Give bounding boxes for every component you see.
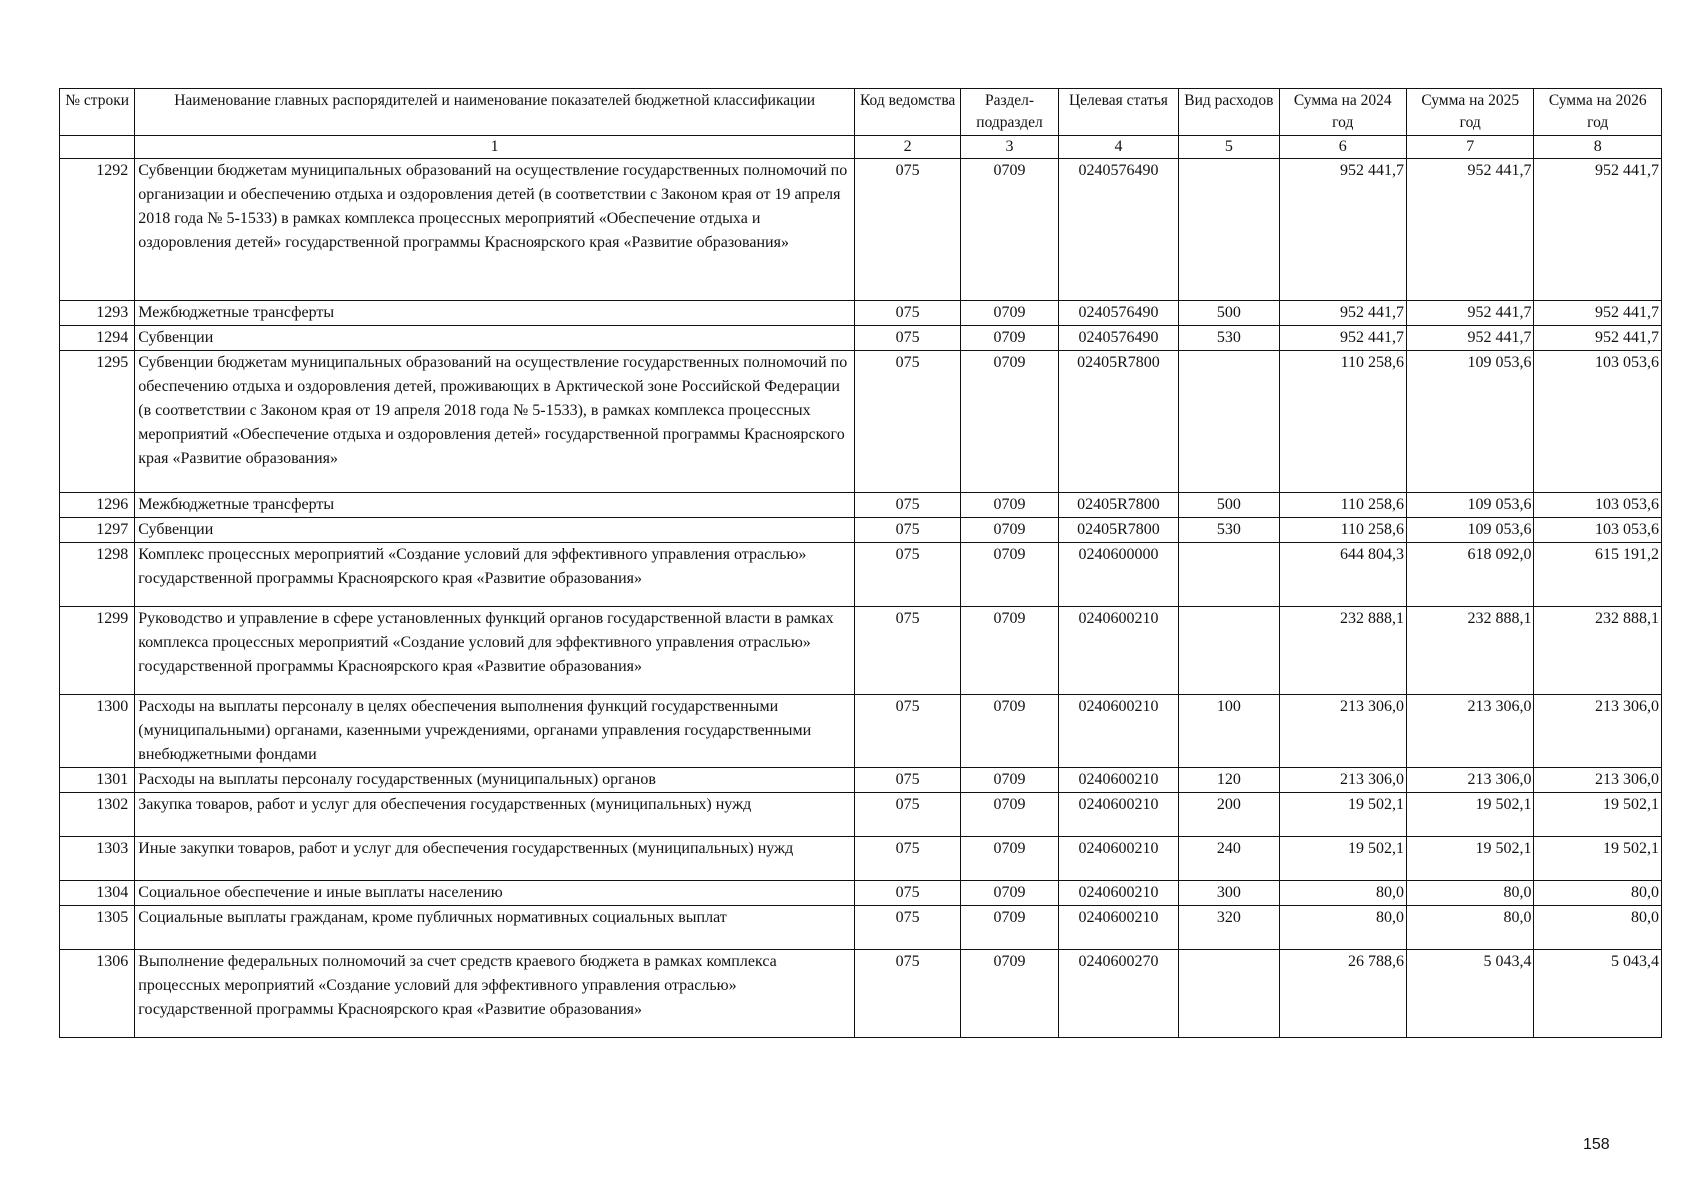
department-code: 075 [854,881,960,906]
expense-type: 530 [1179,518,1279,543]
department-code: 075 [854,607,960,695]
row-number: 1301 [60,768,135,793]
sum-2024: 952 441,7 [1279,159,1406,301]
header-name: Наименование главных распорядителей и наименование показателей бюджетной классификации [135,89,855,136]
row-name: Субвенции [135,518,855,543]
row-number: 1302 [60,793,135,837]
sum-2025: 19 502,1 [1407,793,1534,837]
header-target-article: Целевая статья [1058,89,1178,136]
section-code: 0709 [961,837,1058,881]
column-number: 5 [1179,136,1279,159]
sum-2026: 103 053,6 [1534,351,1662,493]
sum-2026: 5 043,4 [1534,950,1662,1038]
department-code: 075 [854,351,960,493]
target-article: 0240576490 [1058,159,1178,301]
sum-2024: 26 788,6 [1279,950,1406,1038]
table-row [60,518,1662,543]
department-code: 075 [854,326,960,351]
header-sum-2024: Сумма на 2024 год [1279,89,1406,136]
sum-2024: 110 258,6 [1279,518,1406,543]
sum-2024: 110 258,6 [1279,351,1406,493]
target-article: 0240576490 [1058,326,1178,351]
target-article: 0240600000 [1058,543,1178,607]
row-number: 1293 [60,301,135,326]
table-row [60,301,1662,326]
header-row-number: № строки [60,89,135,136]
column-number: 3 [961,136,1058,159]
table-row [60,906,1662,950]
sum-2025: 80,0 [1407,881,1534,906]
row-name: Межбюджетные трансферты [135,301,855,326]
expense-type: 200 [1179,793,1279,837]
target-article: 02405R7800 [1058,518,1178,543]
sum-2025: 5 043,4 [1407,950,1534,1038]
expense-type: 500 [1179,301,1279,326]
row-name: Расходы на выплаты персоналу государственных (муниципальных) органов [135,768,855,793]
expense-type: 300 [1179,881,1279,906]
sum-2024: 80,0 [1279,881,1406,906]
row-number: 1299 [60,607,135,695]
header-row [60,89,1662,136]
table-row [60,695,1662,768]
table-row [60,607,1662,695]
sum-2026: 213 306,0 [1534,768,1662,793]
sum-2025: 109 053,6 [1407,518,1534,543]
sum-2025: 618 092,0 [1407,543,1534,607]
column-number: 1 [135,136,855,159]
sum-2026: 103 053,6 [1534,493,1662,518]
section-code: 0709 [961,607,1058,695]
expense-type [1179,159,1279,301]
department-code: 075 [854,301,960,326]
section-code: 0709 [961,950,1058,1038]
section-code: 0709 [961,518,1058,543]
table-row [60,543,1662,607]
budget-table [59,88,1662,1038]
department-code: 075 [854,906,960,950]
sum-2024: 232 888,1 [1279,607,1406,695]
sum-2025: 109 053,6 [1407,351,1534,493]
expense-type [1179,607,1279,695]
department-code: 075 [854,543,960,607]
row-number: 1300 [60,695,135,768]
table-row [60,351,1662,493]
table-body [60,159,1662,1038]
section-code: 0709 [961,768,1058,793]
department-code: 075 [854,493,960,518]
table-row [60,793,1662,837]
column-number: 2 [854,136,960,159]
row-name: Субвенции бюджетам муниципальных образований на осуществление государственных полномочий по обеспечению отдыха и оздоровления детей, проживающих в Арктической зоне Российской Федерации (в соответствии с Законом края от 19 апреля 2018 года № 5-1533), в рамках комплекса процессных мероприятий «Обеспечение отдыха и оздоровления детей» государственной программы Красноярского края «Развитие образования» [135,351,855,493]
table-row [60,881,1662,906]
header-expense-type: Вид расходов [1179,89,1279,136]
target-article: 0240600210 [1058,837,1178,881]
row-number: 1296 [60,493,135,518]
expense-type: 530 [1179,326,1279,351]
department-code: 075 [854,837,960,881]
expense-type: 500 [1179,493,1279,518]
sum-2026: 952 441,7 [1534,301,1662,326]
header-section: Раздел-подраздел [961,89,1058,136]
header-sum-2025: Сумма на 2025 год [1407,89,1534,136]
sum-2025: 952 441,7 [1407,301,1534,326]
row-name: Иные закупки товаров, работ и услуг для обеспечения государственных (муниципальных) нужд [135,837,855,881]
column-number-row [60,136,1662,159]
row-name: Межбюджетные трансферты [135,493,855,518]
row-number: 1292 [60,159,135,301]
department-code: 075 [854,159,960,301]
section-code: 0709 [961,793,1058,837]
row-number: 1297 [60,518,135,543]
row-name: Комплекс процессных мероприятий «Создание условий для эффективного управления отраслью» государственной программы Красноярского края «Развитие образования» [135,543,855,607]
sum-2026: 19 502,1 [1534,837,1662,881]
sum-2026: 19 502,1 [1534,793,1662,837]
row-number: 1306 [60,950,135,1038]
target-article: 02405R7800 [1058,493,1178,518]
row-number: 1298 [60,543,135,607]
table-row [60,326,1662,351]
sum-2025: 109 053,6 [1407,493,1534,518]
sum-2025: 80,0 [1407,906,1534,950]
column-number [60,136,135,159]
section-code: 0709 [961,881,1058,906]
department-code: 075 [854,768,960,793]
section-code: 0709 [961,543,1058,607]
row-number: 1295 [60,351,135,493]
table-row [60,950,1662,1038]
row-name: Руководство и управление в сфере установленных функций органов государственной власти в рамках комплекса процессных мероприятий «Создание условий для эффективного управления отраслью» государственной программы Красноярского края «Развитие образования» [135,607,855,695]
target-article: 0240576490 [1058,301,1178,326]
expense-type [1179,351,1279,493]
target-article: 0240600210 [1058,768,1178,793]
sum-2024: 110 258,6 [1279,493,1406,518]
sum-2026: 103 053,6 [1534,518,1662,543]
row-name: Расходы на выплаты персоналу в целях обеспечения выполнения функций государственными (муниципальными) органами, казенными учреждениями, органами управления государственными внебюджетными фондами [135,695,855,768]
sum-2026: 952 441,7 [1534,326,1662,351]
row-name: Социальные выплаты гражданам, кроме публичных нормативных социальных выплат [135,906,855,950]
target-article: 0240600210 [1058,881,1178,906]
sum-2025: 213 306,0 [1407,768,1534,793]
column-number: 8 [1534,136,1662,159]
sum-2024: 644 804,3 [1279,543,1406,607]
expense-type [1179,543,1279,607]
column-number: 6 [1279,136,1406,159]
target-article: 0240600210 [1058,793,1178,837]
expense-type [1179,950,1279,1038]
sum-2024: 19 502,1 [1279,793,1406,837]
sum-2024: 952 441,7 [1279,326,1406,351]
column-number: 4 [1058,136,1178,159]
section-code: 0709 [961,906,1058,950]
target-article: 0240600210 [1058,906,1178,950]
column-number: 7 [1407,136,1534,159]
department-code: 075 [854,950,960,1038]
document-page [59,88,1662,1038]
sum-2026: 80,0 [1534,881,1662,906]
sum-2024: 80,0 [1279,906,1406,950]
header-department-code: Код ведомства [854,89,960,136]
table-row [60,768,1662,793]
sum-2024: 19 502,1 [1279,837,1406,881]
table-row [60,493,1662,518]
expense-type: 320 [1179,906,1279,950]
section-code: 0709 [961,301,1058,326]
sum-2026: 232 888,1 [1534,607,1662,695]
sum-2025: 232 888,1 [1407,607,1534,695]
header-sum-2026: Сумма на 2026 год [1534,89,1662,136]
target-article: 0240600210 [1058,607,1178,695]
row-name: Закупка товаров, работ и услуг для обеспечения государственных (муниципальных) нужд [135,793,855,837]
section-code: 0709 [961,351,1058,493]
target-article: 0240600270 [1058,950,1178,1038]
section-code: 0709 [961,695,1058,768]
sum-2025: 19 502,1 [1407,837,1534,881]
target-article: 02405R7800 [1058,351,1178,493]
department-code: 075 [854,518,960,543]
sum-2025: 952 441,7 [1407,326,1534,351]
row-name: Субвенции бюджетам муниципальных образований на осуществление государственных полномочий по организации и обеспечению отдыха и оздоровления детей (в соответствии с Законом края от 19 апреля 2018 года № 5-1533) в рамках комплекса процессных мероприятий «Обеспечение отдыха и оздоровления детей» государственной программы Красноярского края «Развитие образования» [135,159,855,301]
sum-2025: 952 441,7 [1407,159,1534,301]
table-row [60,159,1662,301]
section-code: 0709 [961,326,1058,351]
sum-2025: 213 306,0 [1407,695,1534,768]
sum-2024: 213 306,0 [1279,768,1406,793]
expense-type: 240 [1179,837,1279,881]
sum-2024: 952 441,7 [1279,301,1406,326]
expense-type: 120 [1179,768,1279,793]
table-row [60,837,1662,881]
row-name: Выполнение федеральных полномочий за счет средств краевого бюджета в рамках комплекса процессных мероприятий «Создание условий для эффективного управления отраслью» государственной программы Красноярского края «Развитие образования» [135,950,855,1038]
row-number: 1294 [60,326,135,351]
row-number: 1303 [60,837,135,881]
department-code: 075 [854,793,960,837]
row-number: 1304 [60,881,135,906]
section-code: 0709 [961,159,1058,301]
sum-2026: 213 306,0 [1534,695,1662,768]
row-name: Субвенции [135,326,855,351]
target-article: 0240600210 [1058,695,1178,768]
page-number: 158 [1583,1136,1610,1153]
sum-2024: 213 306,0 [1279,695,1406,768]
sum-2026: 952 441,7 [1534,159,1662,301]
sum-2026: 80,0 [1534,906,1662,950]
section-code: 0709 [961,493,1058,518]
expense-type: 100 [1179,695,1279,768]
department-code: 075 [854,695,960,768]
sum-2026: 615 191,2 [1534,543,1662,607]
row-number: 1305 [60,906,135,950]
row-name: Социальное обеспечение и иные выплаты населению [135,881,855,906]
